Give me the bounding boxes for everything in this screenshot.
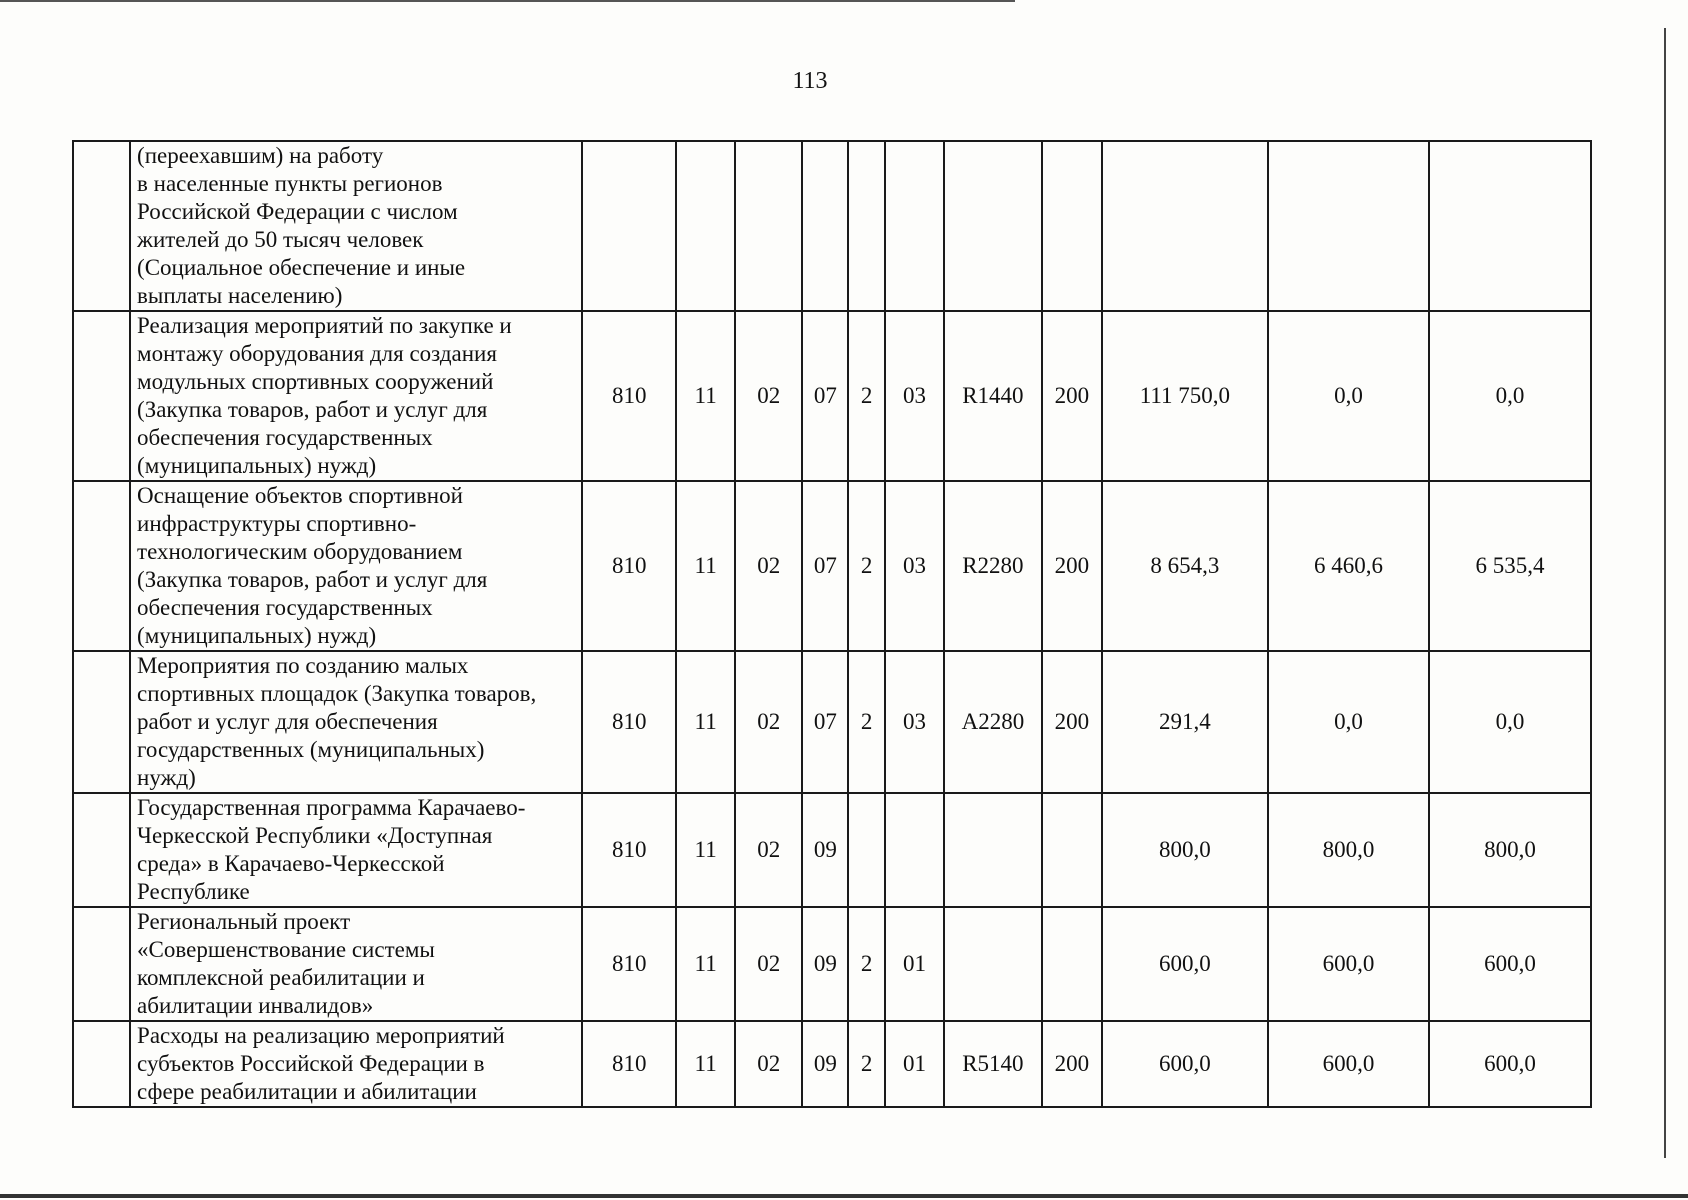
- cell-program: 07: [802, 481, 848, 651]
- cell-subsection: 02: [735, 907, 802, 1021]
- cell-amount-year-1: 800,0: [1102, 793, 1268, 907]
- cell-section: 11: [676, 793, 735, 907]
- cell-amount-year-1: 600,0: [1102, 1021, 1268, 1107]
- cell-main-event: [885, 141, 944, 311]
- cell-main-event: 03: [885, 651, 944, 793]
- cell-subsection: [735, 141, 802, 311]
- cell-number: [73, 481, 130, 651]
- cell-program-type: 2: [848, 311, 885, 481]
- cell-program: 09: [802, 1021, 848, 1107]
- cell-description: Государственная программа Карачаево- Черкесской Республики «Доступная среда» в Карачаево-Черкесской Республике: [130, 793, 582, 907]
- cell-number: [73, 1021, 130, 1107]
- cell-amount-year-2: 600,0: [1268, 907, 1429, 1021]
- table-row: [73, 1021, 1591, 1107]
- cell-description: Расходы на реализацию мероприятий субъектов Российской Федерации в сфере реабилитации и абилитации: [130, 1021, 582, 1107]
- cell-program-type: 2: [848, 481, 885, 651]
- page-number: 113: [792, 68, 828, 94]
- cell-amount-year-3: 800,0: [1429, 793, 1591, 907]
- cell-program-type: 2: [848, 651, 885, 793]
- cell-program-type: [848, 793, 885, 907]
- cell-amount-year-2: 0,0: [1268, 311, 1429, 481]
- scan-edge-bottom: [0, 1194, 1688, 1198]
- cell-description: Реализация мероприятий по закупке и монтажу оборудования для создания модульных спортивных сооружений (Закупка товаров, работ и услуг для обеспечения государственных (муниципальных) нужд): [130, 311, 582, 481]
- cell-ministry: 810: [582, 311, 676, 481]
- cell-ministry: 810: [582, 907, 676, 1021]
- cell-subsection: 02: [735, 1021, 802, 1107]
- cell-section: 11: [676, 1021, 735, 1107]
- table-row: [73, 141, 1591, 311]
- cell-description: Региональный проект «Совершенствование системы комплексной реабилитации и абилитации инвалидов»: [130, 907, 582, 1021]
- table-row: [73, 907, 1591, 1021]
- cell-main-event: [885, 793, 944, 907]
- cell-amount-year-2: 0,0: [1268, 651, 1429, 793]
- cell-program-type: 2: [848, 907, 885, 1021]
- cell-amount-year-2: [1268, 141, 1429, 311]
- cell-section: 11: [676, 651, 735, 793]
- cell-section: 11: [676, 481, 735, 651]
- cell-amount-year-1: 111 750,0: [1102, 311, 1268, 481]
- cell-program-type: [848, 141, 885, 311]
- cell-program: [802, 141, 848, 311]
- scan-edge-right: [1664, 28, 1666, 1158]
- cell-direction: A2280: [944, 651, 1042, 793]
- cell-program: 07: [802, 311, 848, 481]
- cell-program-type: 2: [848, 1021, 885, 1107]
- cell-section: 11: [676, 311, 735, 481]
- table-body: [73, 141, 1591, 1107]
- budget-table: [72, 140, 1592, 1108]
- cell-expense-type: [1042, 141, 1102, 311]
- cell-main-event: 01: [885, 1021, 944, 1107]
- cell-expense-type: [1042, 793, 1102, 907]
- cell-direction: R1440: [944, 311, 1042, 481]
- cell-section: 11: [676, 907, 735, 1021]
- cell-amount-year-3: 6 535,4: [1429, 481, 1591, 651]
- table-row: [73, 793, 1591, 907]
- cell-program: 09: [802, 907, 848, 1021]
- cell-ministry: 810: [582, 481, 676, 651]
- cell-main-event: 03: [885, 311, 944, 481]
- cell-direction: R2280: [944, 481, 1042, 651]
- cell-amount-year-1: 8 654,3: [1102, 481, 1268, 651]
- cell-ministry: 810: [582, 793, 676, 907]
- cell-number: [73, 793, 130, 907]
- cell-description: Оснащение объектов спортивной инфраструктуры спортивно- технологическим оборудованием (Закупка товаров, работ и услуг для обеспечения государственных (муниципальных) нужд): [130, 481, 582, 651]
- cell-number: [73, 141, 130, 311]
- cell-description: Мероприятия по созданию малых спортивных площадок (Закупка товаров, работ и услуг для обеспечения государственных (муниципальных) нужд): [130, 651, 582, 793]
- table-row: [73, 651, 1591, 793]
- cell-expense-type: 200: [1042, 311, 1102, 481]
- cell-subsection: 02: [735, 651, 802, 793]
- cell-expense-type: [1042, 907, 1102, 1021]
- cell-expense-type: 200: [1042, 1021, 1102, 1107]
- cell-amount-year-2: 6 460,6: [1268, 481, 1429, 651]
- cell-direction: [944, 141, 1042, 311]
- cell-amount-year-1: 291,4: [1102, 651, 1268, 793]
- cell-amount-year-3: 0,0: [1429, 311, 1591, 481]
- cell-number: [73, 651, 130, 793]
- cell-amount-year-2: 600,0: [1268, 1021, 1429, 1107]
- scan-edge-top: [0, 0, 1015, 2]
- cell-expense-type: 200: [1042, 481, 1102, 651]
- cell-ministry: [582, 141, 676, 311]
- cell-expense-type: 200: [1042, 651, 1102, 793]
- cell-program: 09: [802, 793, 848, 907]
- cell-number: [73, 311, 130, 481]
- cell-subsection: 02: [735, 481, 802, 651]
- cell-ministry: 810: [582, 651, 676, 793]
- cell-number: [73, 907, 130, 1021]
- cell-section: [676, 141, 735, 311]
- cell-amount-year-3: 600,0: [1429, 1021, 1591, 1107]
- cell-direction: [944, 907, 1042, 1021]
- cell-amount-year-3: 600,0: [1429, 907, 1591, 1021]
- cell-main-event: 01: [885, 907, 944, 1021]
- cell-amount-year-1: [1102, 141, 1268, 311]
- cell-amount-year-1: 600,0: [1102, 907, 1268, 1021]
- cell-description: (переехавшим) на работу в населенные пункты регионов Российской Федерации с числом жителей до 50 тысяч человек (Социальное обеспечение и иные выплаты населению): [130, 141, 582, 311]
- cell-amount-year-3: [1429, 141, 1591, 311]
- cell-amount-year-3: 0,0: [1429, 651, 1591, 793]
- cell-main-event: 03: [885, 481, 944, 651]
- table-row: [73, 481, 1591, 651]
- cell-program: 07: [802, 651, 848, 793]
- cell-direction: R5140: [944, 1021, 1042, 1107]
- cell-amount-year-2: 800,0: [1268, 793, 1429, 907]
- table-row: [73, 311, 1591, 481]
- cell-ministry: 810: [582, 1021, 676, 1107]
- cell-subsection: 02: [735, 311, 802, 481]
- cell-direction: [944, 793, 1042, 907]
- cell-subsection: 02: [735, 793, 802, 907]
